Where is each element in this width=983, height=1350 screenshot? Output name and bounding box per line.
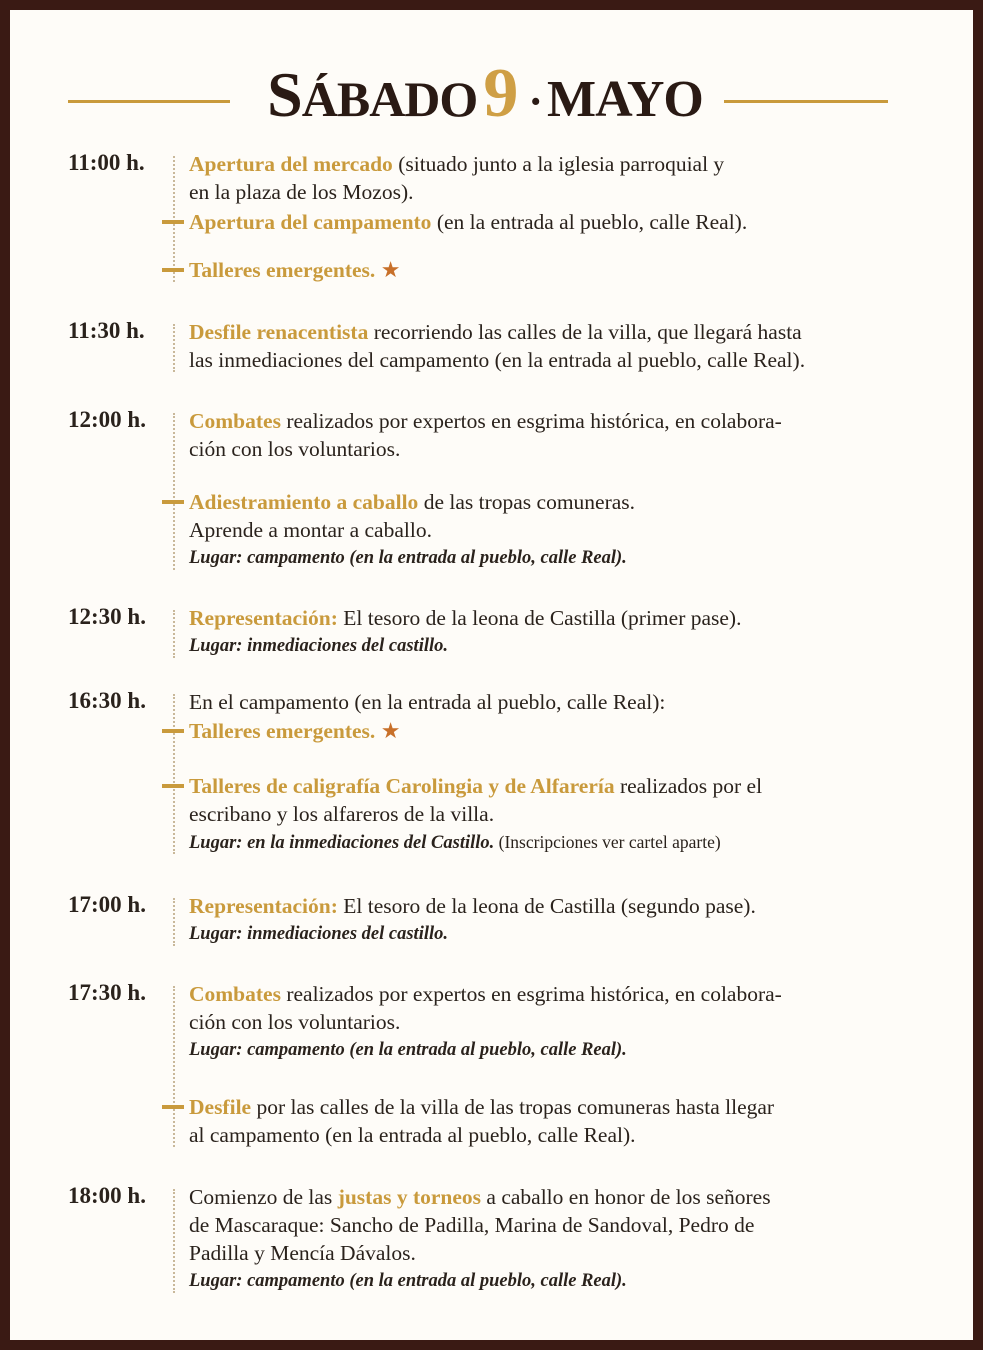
header xyxy=(10,54,973,134)
event-item xyxy=(189,892,909,948)
event-location-text: Lugar: campamento (en la entrada al pueblo, calle Real). xyxy=(189,548,627,568)
event-text: al campamento (en la entrada al pueblo, calle Real). xyxy=(189,1123,636,1147)
event-text: a caballo en honor de los señores xyxy=(481,1185,771,1209)
event-text: Padilla y Mencía Dávalos. xyxy=(189,1241,416,1265)
event-highlight: Talleres de caligrafía Carolingia y de Alfarería xyxy=(189,774,615,798)
event-text: realizados por expertos en esgrima histórica, en colabora- xyxy=(280,409,782,433)
event-line xyxy=(189,800,909,828)
event-item xyxy=(189,1093,909,1149)
event-text: ción con los voluntarios. xyxy=(189,437,401,461)
timeline-line xyxy=(173,413,175,570)
event-line xyxy=(189,150,909,178)
event-item xyxy=(189,688,909,716)
event-location-text: Lugar: inmediaciones del castillo. xyxy=(189,636,448,656)
event-item xyxy=(189,488,909,572)
event-location xyxy=(189,1036,909,1064)
event-line xyxy=(189,435,909,463)
event-line xyxy=(189,346,909,374)
event-item xyxy=(189,208,909,236)
event-time: 18:00 h. xyxy=(68,1183,146,1208)
event-text: realizados por expertos en esgrima histórica, en colabora- xyxy=(280,982,782,1006)
title-weekday-rest: ÁBADO xyxy=(301,71,478,127)
event-line xyxy=(189,488,909,516)
event-text: en la plaza de los Mozos). xyxy=(189,180,414,204)
event-location-text: Lugar: inmediaciones del castillo. xyxy=(189,924,448,944)
event-highlight: Talleres emergentes. xyxy=(189,719,376,743)
event-highlight: Apertura del campamento xyxy=(189,210,432,234)
timeline-line xyxy=(173,986,175,1147)
event-time: 12:00 h. xyxy=(68,407,146,432)
event-line xyxy=(189,407,909,435)
event-text: ción con los voluntarios. xyxy=(189,1010,401,1034)
event-text: de Mascaraque: Sancho de Padilla, Marina de Sandoval, Pedro de xyxy=(189,1213,755,1237)
title-weekday-initial: S xyxy=(267,59,302,130)
event-line xyxy=(189,256,909,284)
event-line xyxy=(189,772,909,800)
event-line xyxy=(189,208,909,236)
event-text: En el campamento (en la entrada al pueblo, calle Real): xyxy=(189,690,666,714)
event-location-text: Lugar: campamento (en la entrada al pueblo, calle Real). xyxy=(189,1271,627,1291)
title-day: 9 xyxy=(483,55,519,132)
event-line xyxy=(189,1183,909,1211)
event-text: de las tropas comuneras. xyxy=(418,490,636,514)
timeline-tick xyxy=(162,220,184,224)
event-line xyxy=(189,318,909,346)
event-location xyxy=(189,544,909,572)
event-location-text: Lugar: en la inmediaciones del Castillo. xyxy=(189,833,495,853)
event-time: 17:30 h. xyxy=(68,980,146,1005)
event-item xyxy=(189,318,909,374)
timeline-tick xyxy=(162,784,184,788)
event-item xyxy=(189,1183,909,1295)
timeline-line xyxy=(173,898,175,946)
event-item xyxy=(189,772,909,857)
timeline-line xyxy=(173,324,175,372)
event-text: escribano y los alfareros de la villa. xyxy=(189,802,495,826)
event-item xyxy=(189,717,909,745)
event-line xyxy=(189,1121,909,1149)
event-highlight: Representación: xyxy=(189,894,338,918)
timeline-tick xyxy=(162,729,184,733)
event-text: las inmediaciones del campamento (en la entrada al pueblo, calle Real). xyxy=(189,348,806,372)
event-text: El tesoro de la leona de Castilla (segundo pase). xyxy=(337,894,756,918)
timeline-line xyxy=(173,694,175,854)
event-line xyxy=(189,1211,909,1239)
event-line xyxy=(189,892,909,920)
timeline-line xyxy=(173,1189,175,1293)
title-separator: · xyxy=(528,77,543,126)
event-highlight: Desfile xyxy=(189,1095,252,1119)
event-line xyxy=(189,688,909,716)
event-time: 17:00 h. xyxy=(68,892,146,917)
event-highlight: Talleres emergentes. xyxy=(189,258,376,282)
event-text: Comienzo de las xyxy=(189,1185,338,1209)
event-line xyxy=(189,178,909,206)
event-highlight: Combates xyxy=(189,409,281,433)
event-location xyxy=(189,632,909,660)
timeline-tick xyxy=(162,1105,184,1109)
event-text: El tesoro de la leona de Castilla (primer pase). xyxy=(337,606,742,630)
event-location xyxy=(189,828,909,857)
event-location xyxy=(189,1267,909,1295)
event-time: 11:00 h. xyxy=(68,150,145,175)
event-line xyxy=(189,1008,909,1036)
star-icon: ★ xyxy=(375,718,401,743)
event-highlight: Combates xyxy=(189,982,281,1006)
page-title xyxy=(250,54,720,152)
title-month: MAYO xyxy=(547,71,703,128)
event-location xyxy=(189,920,909,948)
timeline-tick xyxy=(162,500,184,504)
event-time: 16:30 h. xyxy=(68,688,146,713)
event-text: (situado junto a la iglesia parroquial y xyxy=(392,152,725,176)
event-line xyxy=(189,717,909,745)
event-highlight: justas y torneos xyxy=(337,1185,482,1209)
event-text: recorriendo las calles de la villa, que llegará hasta xyxy=(368,320,802,344)
event-line xyxy=(189,980,909,1008)
title-weekday xyxy=(267,59,477,130)
event-highlight: Representación: xyxy=(189,606,338,630)
event-time: 11:30 h. xyxy=(68,318,145,343)
program-page xyxy=(10,10,973,1340)
event-text: (en la entrada al pueblo, calle Real). xyxy=(431,210,748,234)
event-item xyxy=(189,150,909,206)
event-item xyxy=(189,256,909,284)
event-item xyxy=(189,407,909,463)
timeline-line xyxy=(173,156,175,282)
event-text: Aprende a montar a caballo. xyxy=(189,518,432,542)
timeline-line xyxy=(173,610,175,658)
event-location-text: Lugar: campamento (en la entrada al pueblo, calle Real). xyxy=(189,1040,627,1060)
event-line xyxy=(189,1093,909,1121)
event-line xyxy=(189,604,909,632)
header-rule-right xyxy=(724,100,888,103)
event-text: realizados por el xyxy=(614,774,763,798)
event-line xyxy=(189,516,909,544)
event-location-note: (Inscripciones ver cartel aparte) xyxy=(494,832,721,852)
event-text: por las calles de la villa de las tropas comuneras hasta llegar xyxy=(251,1095,775,1119)
event-line xyxy=(189,1239,909,1267)
timeline-tick xyxy=(162,268,184,272)
event-highlight: Adiestramiento a caballo xyxy=(189,490,419,514)
event-item xyxy=(189,604,909,660)
star-icon: ★ xyxy=(375,257,401,282)
event-highlight: Apertura del mercado xyxy=(189,152,393,176)
event-highlight: Desfile renacentista xyxy=(189,320,369,344)
event-item xyxy=(189,980,909,1064)
event-time: 12:30 h. xyxy=(68,604,146,629)
header-rule-left xyxy=(68,100,230,103)
